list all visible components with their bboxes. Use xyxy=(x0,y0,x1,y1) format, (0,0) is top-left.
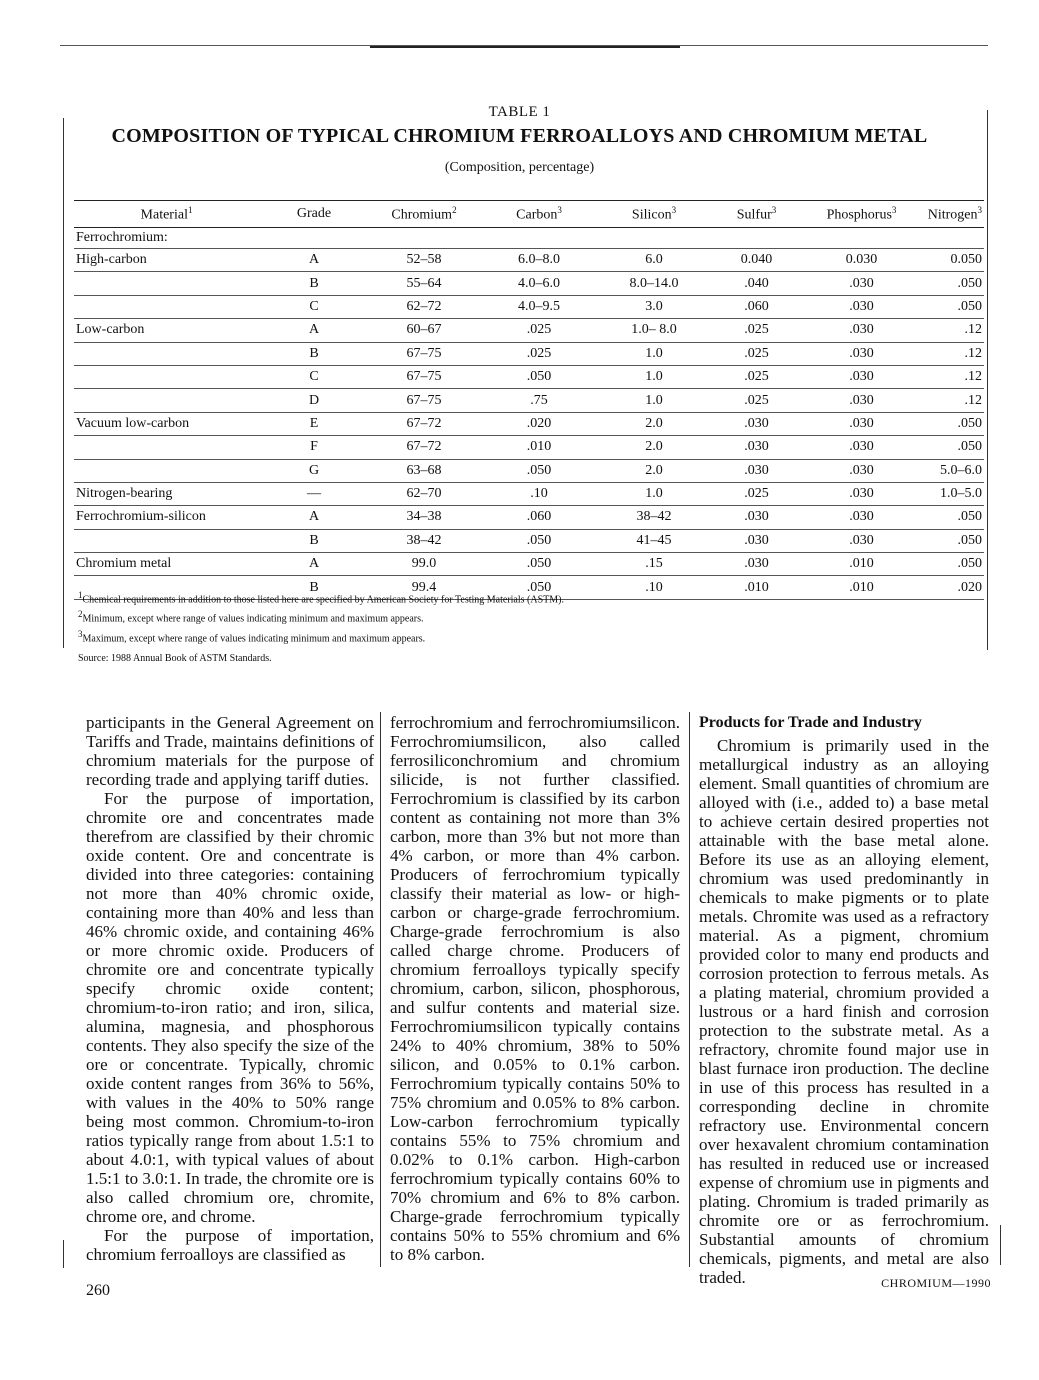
cell-silicon: 1.0– 8.0 xyxy=(599,319,709,342)
paragraph: participants in the General Agreement on Tariffs and Trade, maintains definitions of chromium materials for the purpose of recording trade and applying tariff duties. xyxy=(86,713,374,789)
table-row xyxy=(74,553,984,576)
cell-chromium: 38–42 xyxy=(369,529,479,552)
cell-chromium: 67–75 xyxy=(369,389,479,412)
paragraph: For the purpose of importation, chromium ferroalloys are classified as xyxy=(86,1226,374,1264)
cell-chromium: 55–64 xyxy=(369,272,479,295)
cell-phosphorus: .030 xyxy=(804,506,919,529)
cell-material xyxy=(74,272,259,295)
cell-carbon: .050 xyxy=(479,365,599,388)
cell-silicon: 2.0 xyxy=(599,412,709,435)
cell-grade: B xyxy=(259,272,369,295)
table-group-row xyxy=(74,228,984,249)
table-row xyxy=(74,272,984,295)
cell-material xyxy=(74,365,259,388)
cell-silicon: 1.0 xyxy=(599,482,709,505)
table-row xyxy=(74,319,984,342)
cell-carbon: 4.0–9.5 xyxy=(479,295,599,318)
cell-grade: A xyxy=(259,319,369,342)
cell-phosphorus: .030 xyxy=(804,389,919,412)
cell-nitrogen: 5.0–6.0 xyxy=(919,459,984,482)
section-heading: Products for Trade and Industry xyxy=(699,714,922,731)
table-row xyxy=(74,459,984,482)
cell-nitrogen: .050 xyxy=(919,506,984,529)
cell-carbon: .050 xyxy=(479,576,599,599)
cell-grade: C xyxy=(259,295,369,318)
cell-phosphorus: .030 xyxy=(804,365,919,388)
header-material: Material$^1$ xyxy=(74,201,259,228)
cell-material xyxy=(74,529,259,552)
table-row xyxy=(74,342,984,365)
header-chromium: Chromium$^2$ xyxy=(369,201,479,228)
cell-phosphorus: .030 xyxy=(804,436,919,459)
group-label: Ferrochromium: xyxy=(74,228,984,249)
cell-grade: A xyxy=(259,249,369,272)
cell-carbon: .025 xyxy=(479,319,599,342)
cell-material xyxy=(74,389,259,412)
cell-sulfur: .030 xyxy=(709,506,804,529)
cell-sulfur: .030 xyxy=(709,459,804,482)
cell-nitrogen: .12 xyxy=(919,389,984,412)
cell-silicon: .15 xyxy=(599,553,709,576)
composition-table xyxy=(74,200,984,600)
cell-material xyxy=(74,459,259,482)
cell-material: Chromium metal xyxy=(74,553,259,576)
text-column-1 xyxy=(86,713,374,1264)
cell-nitrogen: .050 xyxy=(919,412,984,435)
header-carbon: Carbon$^3$ xyxy=(479,201,599,228)
cell-sulfur: .025 xyxy=(709,319,804,342)
cell-silicon: 1.0 xyxy=(599,365,709,388)
table-row xyxy=(74,389,984,412)
cell-silicon: 41–45 xyxy=(599,529,709,552)
table-right-border xyxy=(987,110,988,650)
cell-carbon: .020 xyxy=(479,412,599,435)
cell-material xyxy=(74,436,259,459)
cell-chromium: 34–38 xyxy=(369,506,479,529)
cell-carbon: .75 xyxy=(479,389,599,412)
cell-phosphorus: .030 xyxy=(804,319,919,342)
cell-carbon: .060 xyxy=(479,506,599,529)
cell-chromium: 99.4 xyxy=(369,576,479,599)
cell-sulfur: .060 xyxy=(709,295,804,318)
cell-grade: B xyxy=(259,342,369,365)
cell-silicon: 2.0 xyxy=(599,459,709,482)
table-title: COMPOSITION OF TYPICAL CHROMIUM FERROALLOYS AND CHROMIUM METAL xyxy=(111,125,928,147)
paragraph: For the purpose of importation, chromite ore and concentrates made therefrom are classified by their chromic oxide content. Ore and concentrate is divided into three categories: containing not more than 40% chromic oxide, containing more than 40% and less than 46% chromic oxide, and containing 46% or more chromic oxide. Producers of chromite ore and concentrate typically specify chromic oxide content; chromium-to-iron ratio; and iron, silica, alumina, magnesia, and phosphorous contents. They also specify the size of the ore or concentrate. Typically, chromic oxide content ranges from 36% to 56%, with values in the 40% to 50% range being most common. Chromium-to-iron ratios typically range from about 1.5:1 to about 4.0:1, with typical values of about 1.5:1 to 3.0:1. In trade, the chromite ore is also called chromium ore, chromite, chrome ore, and chrome. xyxy=(86,789,374,1226)
cell-sulfur: .030 xyxy=(709,412,804,435)
cell-sulfur: .030 xyxy=(709,529,804,552)
footnote: $^1$Chemical requirements in addition to those listed here are specified by American Society for Testing Materials (ASTM). xyxy=(78,590,564,606)
paragraph: Chromium is primarily used in the metallurgical industry as an alloying element. Small quantities of chromium are alloyed with (i.e., added to) a base metal to achieve certain desired properties not attainable with the base metal alone. Before its use as an alloying element, chromium was used predominantly in chemicals to make pigments or to plate metals. Chromite was used as a refractory material. As a pigment, chromium provided color to many end products and corrosion protection to ferrous metals. As a plating material, chromium provided a lustrous or a hard finish and corrosion protection to the substrate metal. As a refractory, chromite found major use in blast furnace iron production. The decline in use of this process has resulted in a corresponding decline in chromite refractory use. Environmental concern over hexavalent chromium contamination has resulted in reduced use or increased expense of chromium use in pigments and plating. Chromium is traded primarily as chromite ore or as ferrochromium. Substantial amounts of chromium chemicals, pigments, and metal are also traded. xyxy=(699,736,989,1287)
cell-grade: D xyxy=(259,389,369,412)
text-column-3 xyxy=(699,713,989,1287)
column-divider-2 xyxy=(689,712,690,1267)
cell-phosphorus: .030 xyxy=(804,482,919,505)
cell-chromium: 99.0 xyxy=(369,553,479,576)
cell-grade: B xyxy=(259,576,369,599)
cell-phosphorus: .030 xyxy=(804,342,919,365)
cell-chromium: 67–75 xyxy=(369,342,479,365)
cell-silicon: 3.0 xyxy=(599,295,709,318)
cell-phosphorus: .030 xyxy=(804,459,919,482)
cell-silicon: 2.0 xyxy=(599,436,709,459)
header-phosphorus: Phosphorus$^3$ xyxy=(804,201,919,228)
cell-chromium: 52–58 xyxy=(369,249,479,272)
cell-nitrogen: .12 xyxy=(919,365,984,388)
table-row xyxy=(74,295,984,318)
cell-material xyxy=(74,295,259,318)
table-header-row xyxy=(74,201,984,228)
cell-carbon: 4.0–6.0 xyxy=(479,272,599,295)
cell-grade: A xyxy=(259,553,369,576)
cell-nitrogen: 1.0–5.0 xyxy=(919,482,984,505)
footnote: $^3$Maximum, except where range of values indicating minimum and maximum appears. xyxy=(78,628,426,644)
header-nitrogen: Nitrogen$^3$ xyxy=(919,201,984,228)
cell-material: High-carbon xyxy=(74,249,259,272)
column-divider-1 xyxy=(380,712,381,1267)
cell-sulfur: .030 xyxy=(709,553,804,576)
cell-carbon: .010 xyxy=(479,436,599,459)
cell-nitrogen: .12 xyxy=(919,342,984,365)
cell-chromium: 67–72 xyxy=(369,436,479,459)
cell-grade: C xyxy=(259,365,369,388)
cell-phosphorus: .030 xyxy=(804,295,919,318)
cell-grade: B xyxy=(259,529,369,552)
cell-nitrogen: .050 xyxy=(919,529,984,552)
cell-material: Low-carbon xyxy=(74,319,259,342)
cell-grade: — xyxy=(259,482,369,505)
cell-phosphorus: .010 xyxy=(804,553,919,576)
cell-silicon: 1.0 xyxy=(599,389,709,412)
cell-grade: A xyxy=(259,506,369,529)
cell-chromium: 63–68 xyxy=(369,459,479,482)
cell-nitrogen: .050 xyxy=(919,295,984,318)
text-column-2 xyxy=(390,713,680,1264)
cell-nitrogen: .050 xyxy=(919,272,984,295)
cell-silicon: 38–42 xyxy=(599,506,709,529)
table-subtitle: (Composition, percentage) xyxy=(444,160,595,175)
cell-sulfur: .025 xyxy=(709,365,804,388)
cell-phosphorus: .030 xyxy=(804,412,919,435)
left-margin-mark xyxy=(63,1240,64,1268)
cell-sulfur: .030 xyxy=(709,436,804,459)
header-grade: Grade xyxy=(259,201,369,228)
table-row xyxy=(74,412,984,435)
table-label: TABLE 1 xyxy=(488,104,551,120)
cell-nitrogen: .020 xyxy=(919,576,984,599)
cell-chromium: 67–75 xyxy=(369,365,479,388)
table-row xyxy=(74,506,984,529)
cell-grade: F xyxy=(259,436,369,459)
cell-sulfur: .040 xyxy=(709,272,804,295)
table-row xyxy=(74,249,984,272)
header-silicon: Silicon$^3$ xyxy=(599,201,709,228)
table-row xyxy=(74,482,984,505)
cell-carbon: 6.0–8.0 xyxy=(479,249,599,272)
cell-sulfur: .025 xyxy=(709,389,804,412)
cell-material xyxy=(74,342,259,365)
right-margin-mark xyxy=(1000,1225,1001,1265)
cell-phosphorus: .030 xyxy=(804,272,919,295)
cell-silicon: 1.0 xyxy=(599,342,709,365)
cell-chromium: 62–72 xyxy=(369,295,479,318)
cell-chromium: 60–67 xyxy=(369,319,479,342)
cell-material: Nitrogen-bearing xyxy=(74,482,259,505)
cell-sulfur: 0.040 xyxy=(709,249,804,272)
cell-silicon: 6.0 xyxy=(599,249,709,272)
table-row xyxy=(74,436,984,459)
cell-chromium: 67–72 xyxy=(369,412,479,435)
cell-nitrogen: .050 xyxy=(919,436,984,459)
cell-grade: G xyxy=(259,459,369,482)
cell-sulfur: .025 xyxy=(709,342,804,365)
cell-silicon: 8.0–14.0 xyxy=(599,272,709,295)
cell-silicon: .10 xyxy=(599,576,709,599)
cell-carbon: .025 xyxy=(479,342,599,365)
cell-material: Vacuum low-carbon xyxy=(74,412,259,435)
top-rule-accent xyxy=(370,46,680,48)
cell-nitrogen: .12 xyxy=(919,319,984,342)
cell-phosphorus: .010 xyxy=(804,576,919,599)
cell-nitrogen: .050 xyxy=(919,553,984,576)
cell-nitrogen: 0.050 xyxy=(919,249,984,272)
cell-carbon: .050 xyxy=(479,459,599,482)
table-footnotes xyxy=(78,588,564,666)
cell-sulfur: .025 xyxy=(709,482,804,505)
cell-material: Ferrochromium-silicon xyxy=(74,506,259,529)
cell-sulfur: .010 xyxy=(709,576,804,599)
cell-phosphorus: .030 xyxy=(804,529,919,552)
table-row xyxy=(74,529,984,552)
cell-carbon: .050 xyxy=(479,553,599,576)
paragraph: ferrochromium and ferrochromiumsilicon. Ferrochromiumsilicon, also called ferrosiliconchromium and chromium silicide, is not further classified. Ferrochromium is classified by its carbon content as containing not more than 3% carbon, more than 3% but not more than 4% carbon, or more than 4% carbon. Producers of ferrochromium typically classify their material as low- or high-carbon or charge-grade ferrochromium. Charge-grade ferrochromium is also called charge chrome. Producers of chromium ferroalloys typically specify chromium, carbon, silicon, phosphorous, and sulfur contents and material size. Ferrochromiumsilicon typically contains 24% to 40% chromium, 38% to 50% silicon, and 0.05% to 0.1% carbon. Ferrochromium typically contains 50% to 75% chromium and 0.05% to 8% carbon. Low-carbon ferrochromium typically contains 55% to 75% chromium and 0.02% to 0.1% carbon. High-carbon ferrochromium typically contains 60% to 70% chromium and 6% to 8% carbon. Charge-grade ferrochromium typically contains 50% to 55% chromium and 6% to 8% carbon. xyxy=(390,713,680,1264)
cell-carbon: .050 xyxy=(479,529,599,552)
cell-grade: E xyxy=(259,412,369,435)
cell-phosphorus: 0.030 xyxy=(804,249,919,272)
footnote: $^2$Minimum, except where range of values indicating minimum and maximum appears. xyxy=(78,609,424,625)
page-number: 260 xyxy=(86,1282,110,1299)
cell-carbon: .10 xyxy=(479,482,599,505)
table-left-border xyxy=(63,118,64,648)
table-source: Source: 1988 Annual Book of ASTM Standards. xyxy=(78,652,272,664)
running-title: CHROMIUM—1990 xyxy=(881,1276,991,1290)
table-row xyxy=(74,365,984,388)
cell-chromium: 62–70 xyxy=(369,482,479,505)
header-sulfur: Sulfur$^3$ xyxy=(709,201,804,228)
